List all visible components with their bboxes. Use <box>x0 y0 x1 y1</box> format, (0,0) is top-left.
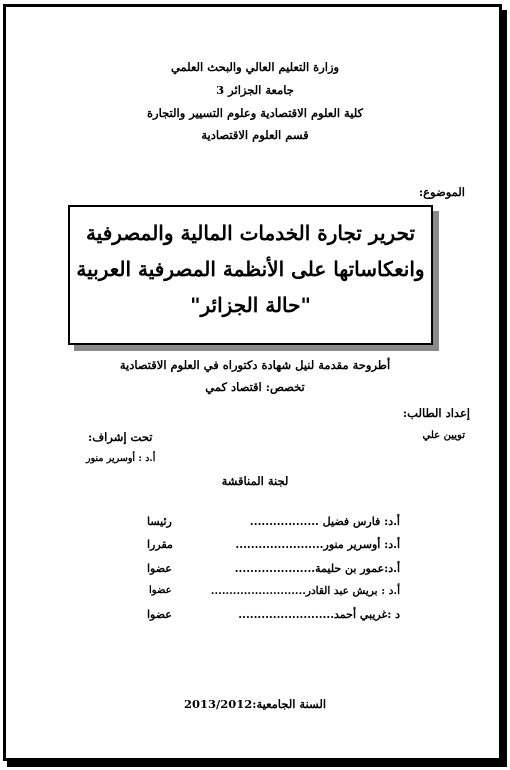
university-line: جامعة الجزائر 3 <box>216 83 294 97</box>
supervisor-label: تحت إشراف: <box>88 430 153 444</box>
committee-role-1: رئيسا <box>147 515 172 528</box>
thesis-specialty: تخصص: اقتصاد كمي <box>205 380 305 394</box>
committee-role-4: عضوا <box>149 585 172 596</box>
supervisor-name: أ.د : أوسرير منور <box>86 453 156 464</box>
title-line-3: "حالة الجزائر" <box>190 293 311 317</box>
faculty-line: كلية العلوم الاقتصادية وعلوم التسيير والتجارة <box>147 106 363 120</box>
ministry-line: وزارة التعليم العالي والبحث العلمي <box>170 60 340 74</box>
committee-member-4: أ.د : بريش عبد القادر.......................... <box>210 585 400 597</box>
committee-member-3: أ.د:عمور بن حليمة..................... <box>234 562 400 575</box>
committee-role-5: عضوا <box>147 608 172 621</box>
title-line-1: تحرير تجارة الخدمات المالية والمصرفية <box>85 221 416 245</box>
subject-label: الموضوع: <box>418 185 465 199</box>
committee-title: لجنة المناقشة <box>221 474 289 488</box>
title-box-shadow-bottom <box>74 345 439 351</box>
committee-member-1: أ.د: فارس فضيل .................. <box>249 515 400 528</box>
committee-role-3: عضوا <box>147 562 172 575</box>
department-line: قسم العلوم الاقتصادية <box>201 128 309 142</box>
page-border-shadow-bottom <box>7 761 506 767</box>
student-label: إعداد الطالب: <box>402 406 470 420</box>
committee-member-5: د :غريبي أحمد......................... <box>238 608 400 621</box>
committee-member-2: أ.د: أوسرير منور....................... <box>235 538 400 551</box>
title-box <box>68 205 433 345</box>
student-name: تويين علي <box>422 430 465 441</box>
committee-role-2: مقررا <box>147 538 173 551</box>
title-line-2: وانعكاساتها على الأنظمة المصرفية العربية <box>76 257 425 281</box>
thesis-purpose: أطروحة مقدمة لنيل شهادة دكتوراه في العلوم الاقتصادية <box>119 358 391 372</box>
title-box-shadow-right <box>433 211 439 351</box>
academic-year: السنة الجامعية:2013/2012 <box>183 697 327 711</box>
